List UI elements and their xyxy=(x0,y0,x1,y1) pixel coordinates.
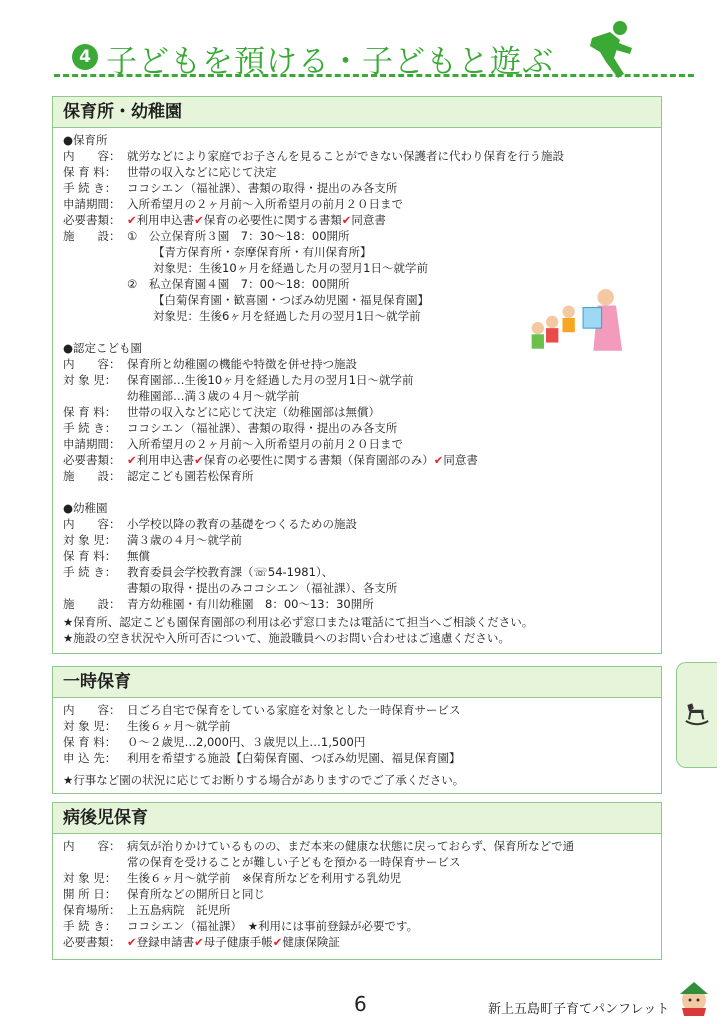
children-reading-illustration xyxy=(529,287,633,359)
label: 保 育 料： xyxy=(63,549,117,563)
value: 保育所などの開所日と同じ xyxy=(127,887,265,901)
label: 手 続 き： xyxy=(63,181,117,195)
check-icon: ✔ xyxy=(194,453,204,467)
value: 【白菊保育園・歓喜園・つぼみ幼児園・福見保育園】 xyxy=(153,293,429,307)
value: 利用を希望する施設【白菊保育園、つぼみ幼児園、福見保育園】 xyxy=(127,751,461,765)
label: 内 容： xyxy=(63,703,121,717)
value: 生後６ヶ月～就学前 xyxy=(127,719,231,733)
value: 生後６ヶ月～就学前 ※保育所などを利用する乳幼児 xyxy=(127,871,402,885)
page-title: 子どもを預ける・子どもと遊ぶ xyxy=(106,44,554,80)
value: ② 私立保育園４園 7：00～18：00開所 xyxy=(127,277,350,291)
label: 対 象 児： xyxy=(63,373,117,387)
label: 申 込 先： xyxy=(63,751,117,765)
label: 手 続 き： xyxy=(63,565,117,579)
value: 青方幼稚園・有川幼稚園 8：00～13：30開所 xyxy=(127,597,374,611)
doc: 同意書 xyxy=(443,453,478,467)
phone-number: 54-1981）、 xyxy=(267,565,334,579)
value: ０～２歳児…2,000円、３歳児以上…1,500円 xyxy=(127,735,366,749)
doc: 母子健康手帳 xyxy=(203,935,273,949)
check-icon: ✔ xyxy=(127,935,137,949)
label: 対 象 児： xyxy=(63,533,117,547)
value: 書類の取得・提出のみココシエン（福祉課）、各支所 xyxy=(127,581,398,595)
value: 対象児：生後10ヶ月を経過した月の翌月1日～就学前 xyxy=(153,261,428,275)
check-icon: ✔ xyxy=(127,453,137,467)
value: 小学校以降の教育の基礎をつくるための施設 xyxy=(127,517,357,531)
label: 申請期間： xyxy=(63,437,121,451)
label: 保 育 料： xyxy=(63,165,117,179)
value: 保育所と幼稚園の機能や特徴を併せ持つ施設 xyxy=(127,357,357,371)
doc: 利用申込書 xyxy=(136,453,195,467)
value: 世帯の収入などに応じて決定 xyxy=(127,165,277,179)
label: 手 続 き： xyxy=(63,421,117,435)
sick-heading: 病後児保育 xyxy=(53,803,661,834)
temporary-care-section xyxy=(52,666,662,794)
value: ココシエン（福祉課） ★利用には事前登録が必要です。 xyxy=(127,919,419,933)
value: 無償 xyxy=(127,549,150,563)
label: 必要書類： xyxy=(63,453,121,467)
value: 就労などにより家庭でお子さんを見ることができない保護者に代わり保育を行う施設 xyxy=(127,149,564,163)
value: 世帯の収入などに応じて決定（幼稚園部は無償） xyxy=(127,405,380,419)
note: ★行事など園の状況に応じてお断りする場合がありますのでご了承ください。 xyxy=(63,773,465,787)
temporary-heading: 一時保育 xyxy=(53,667,661,698)
label: 開 所 日： xyxy=(63,887,117,901)
label: 必要書類： xyxy=(63,935,121,949)
label: 申請期間： xyxy=(63,197,121,211)
nintei-title: ●認定こども園 xyxy=(63,341,143,355)
value: 【青方保育所・奈摩保育所・有川保育所】 xyxy=(153,245,372,259)
youchien-block xyxy=(63,500,651,612)
value: 教育委員会学校教育課（ xyxy=(127,565,254,579)
check-icon: ✔ xyxy=(127,213,137,227)
check-icon: ✔ xyxy=(194,213,204,227)
check-icon: ✔ xyxy=(341,213,352,227)
check-icon: ✔ xyxy=(433,453,444,467)
label: 内 容： xyxy=(63,357,121,371)
phone-icon: ☏ xyxy=(253,565,268,579)
doc: 保育の必要性に関する書類 xyxy=(203,213,342,227)
label: 内 容： xyxy=(63,517,121,531)
value: 常の保育を受けることが難しい子どもを預かる一時保育サービス xyxy=(127,855,461,869)
doc: 同意書 xyxy=(351,213,386,227)
label: 対 象 児： xyxy=(63,719,117,733)
nintei-block xyxy=(63,340,651,484)
value: 対象児：生後6ヶ月を経過した月の翌月1日～就学前 xyxy=(153,309,421,323)
rocking-horse-icon xyxy=(681,697,713,729)
check-icon: ✔ xyxy=(194,935,204,949)
value: ココシエン（福祉課）、書類の取得・提出のみ各支所 xyxy=(127,181,398,195)
section-number: 4 xyxy=(72,44,98,70)
label: 対 象 児： xyxy=(63,871,117,885)
page-header xyxy=(62,30,702,90)
label: 保育場所： xyxy=(63,903,121,917)
doc: 健康保険証 xyxy=(282,935,340,949)
label: 内 容： xyxy=(63,839,121,853)
value: 満３歳の４月～就学前 xyxy=(127,533,242,547)
label: 内 容： xyxy=(63,149,121,163)
sick-child-care-section xyxy=(52,802,662,960)
page-number: 6 xyxy=(354,992,367,1016)
footer-title: 新上五島町子育てパンフレット xyxy=(488,1002,670,1017)
value: ココシエン（福祉課）、書類の取得・提出のみ各支所 xyxy=(127,421,398,435)
label: 施 設： xyxy=(63,597,121,611)
label: 必要書類： xyxy=(63,213,121,227)
value: 病気が治りかけているものの、まだ本来の健康な状態に戻っておらず、保育所などで通 xyxy=(127,839,575,853)
value: 保育園部…生後10ヶ月を経過した月の翌月1日～就学前 xyxy=(127,373,414,387)
hoikusho-title: ●保育所 xyxy=(63,133,108,147)
chapter-tab xyxy=(676,662,717,768)
value: 上五島病院 託児所 xyxy=(127,903,231,917)
value: 入所希望月の２ヶ月前～入所希望月の前月２０日まで xyxy=(127,437,403,451)
note: ★保育所、認定こども園保育園部の利用は必ず窓口または電話にて担当へご相談ください。 xyxy=(63,615,534,629)
label: 手 続 き： xyxy=(63,919,117,933)
label: 保 育 料： xyxy=(63,735,117,749)
label: 施 設： xyxy=(63,469,121,483)
label: 施 設： xyxy=(63,229,121,243)
value: 日ごろ自宅で保育をしている家庭を対象とした一時保育サービス xyxy=(127,703,461,717)
note: ★施設の空き状況や入所可否について、施設職員へのお問い合わせはご遠慮ください。 xyxy=(63,631,510,645)
value: 入所希望月の２ヶ月前～入所希望月の前月２０日まで xyxy=(127,197,403,211)
nursery-heading: 保育所・幼稚園 xyxy=(53,97,661,128)
mascot-icon xyxy=(674,978,714,1018)
value: ① 公立保育所３園 7：30～18：00開所 xyxy=(127,229,350,243)
value: 認定こども園若松保育所 xyxy=(127,469,254,483)
nursery-section xyxy=(52,96,662,654)
check-icon: ✔ xyxy=(272,935,283,949)
running-figure-icon xyxy=(580,18,640,84)
doc: 利用申込書 xyxy=(136,213,195,227)
value: 幼稚園部…満３歳の４月～就学前 xyxy=(127,389,300,403)
youchien-title: ●幼稚園 xyxy=(63,501,108,515)
label: 保 育 料： xyxy=(63,405,117,419)
doc: 登録申請書 xyxy=(136,935,195,949)
doc: 保育の必要性に関する書類（保育園部のみ） xyxy=(203,453,434,467)
